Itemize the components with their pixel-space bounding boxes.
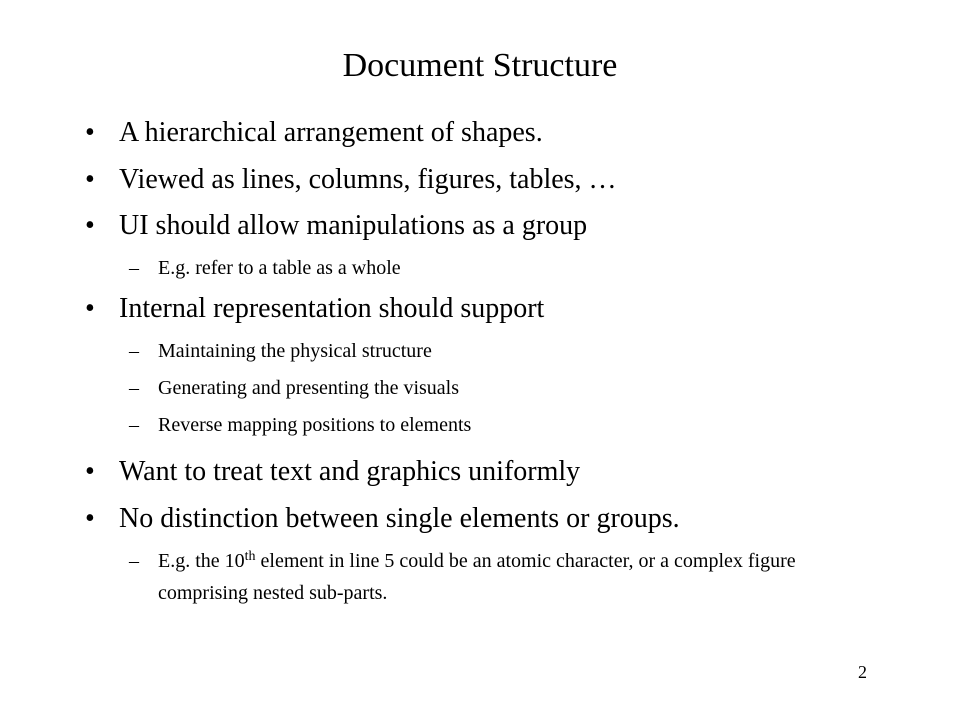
dash-marker: – (129, 257, 139, 279)
bullet-marker: • (85, 164, 95, 195)
bullet-text: Want to treat text and graphics uniformly (119, 456, 581, 487)
bullet-marker: • (85, 293, 95, 324)
dash-marker: – (129, 340, 139, 362)
bullet-text: No distinction between single elements or groups. (119, 503, 680, 534)
bullet-marker: • (85, 503, 95, 534)
bullet-text: Viewed as lines, columns, figures, tables, … (119, 164, 617, 195)
bullet-text: A hierarchical arrangement of shapes. (119, 117, 543, 148)
slide-title: Document Structure (342, 47, 618, 84)
bullet-marker: • (85, 210, 95, 241)
bullet-marker: • (85, 117, 95, 148)
bullet-text: UI should allow manipulations as a group (119, 210, 588, 241)
bullet-marker: • (85, 456, 95, 487)
page-number: 2 (858, 662, 867, 682)
sub-bullet-text: Reverse mapping positions to elements (158, 414, 472, 436)
dash-marker: – (129, 377, 139, 399)
sub-bullet-text: E.g. refer to a table as a whole (158, 257, 401, 279)
bullet-text: Internal representation should support (119, 293, 545, 324)
sub-bullet-text: Maintaining the physical structure (158, 340, 432, 362)
sub-bullet-text (158, 545, 858, 609)
dash-marker: – (129, 550, 139, 572)
ordinal-superscript: th (244, 549, 256, 564)
sub-bullet-text-part: E.g. the 10 (158, 550, 245, 572)
sub-bullet-text: Generating and presenting the visuals (158, 377, 460, 399)
sub-bullet-text-part: element in line 5 could be an atomic character, or a complex figure comprising nested sub-parts. (158, 550, 796, 604)
dash-marker: – (129, 414, 139, 436)
